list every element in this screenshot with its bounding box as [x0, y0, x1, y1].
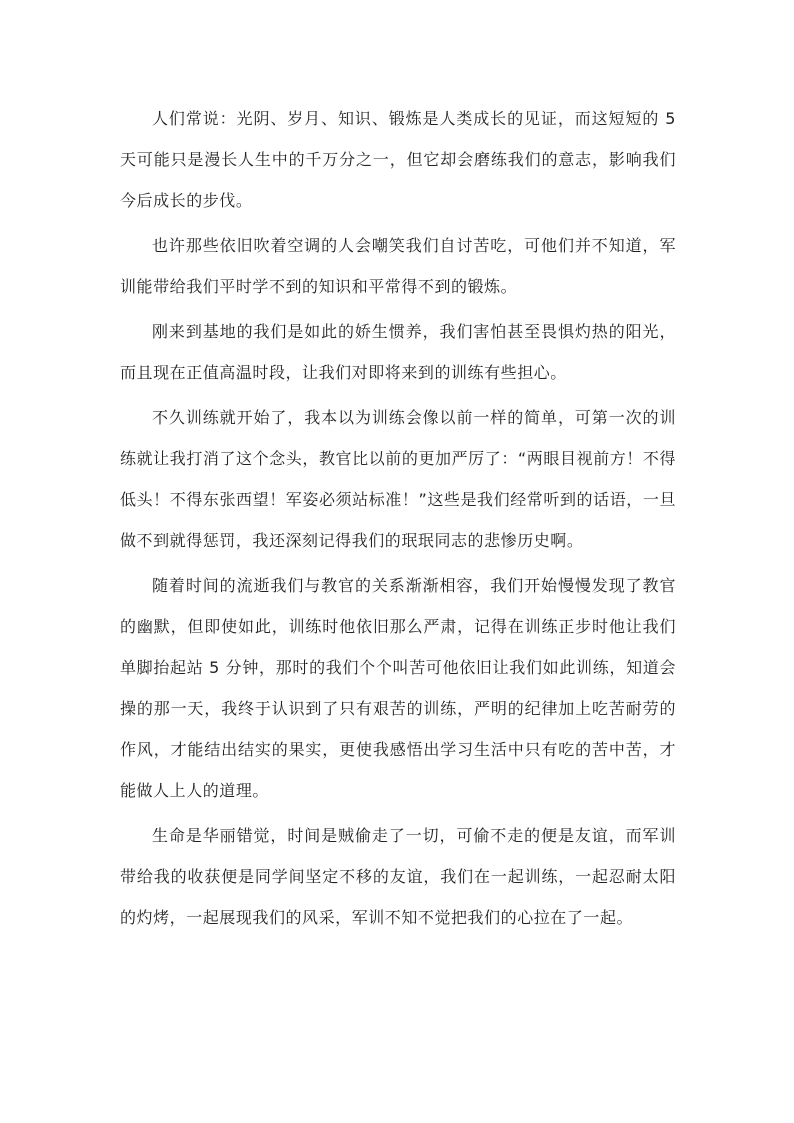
paragraph-1: 人们常说：光阴、岁月、知识、锻炼是人类成长的见证，而这短短的 5 天可能只是漫长人生中的千万分之一，但它却会磨练我们的意志，影响我们今后成长的步伐。	[120, 109, 676, 210]
paragraph-4: 不久训练就开始了，我本以为训练会像以前一样的简单，可第一次的训练就让我打消了这个念头，教官比以前的更加严厉了：“两眼目视前方！不得低头！不得东张西望！军姿必须站标准！”这些是我们经常听到的话语，一旦做不到就得惩罚，我还深刻记得我们的珉珉同志的悲惨历史啊。	[120, 408, 676, 550]
paragraph-5: 随着时间的流逝我们与教官的关系渐渐相容，我们开始慢慢发现了教官的幽默，但即使如此，训练时他依旧那么严肃，记得在训练正步时他让我们单脚抬起站 5 分钟，那时的我们个个叫苦可他依旧让我们如此训练，知道会操的那一天，我终于认识到了只有艰苦的训练，严明的纪律加上吃苦耐劳的作风，才能结出结实的果实，更使我感悟出学习生活中只有吃的苦中苦，才能做人上人的道理。	[120, 576, 676, 800]
paragraph-6: 生命是华丽错觉，时间是贼偷走了一切，可偷不走的便是友谊，而军训带给我的收获便是同学间坚定不移的友谊，我们在一起训练，一起忍耐太阳的灼烤，一起展现我们的风采，军训不知不觉把我们的心拉在了一起。	[120, 826, 676, 927]
document-body	[120, 98, 676, 942]
paragraph-2: 也许那些依旧吹着空调的人会嘲笑我们自讨苦吃，可他们并不知道，军训能带给我们平时学不到的知识和平常得不到的锻炼。	[120, 236, 676, 296]
paragraph-3: 刚来到基地的我们是如此的娇生惯养，我们害怕甚至畏惧灼热的阳光，而且现在正值高温时段，让我们对即将来到的训练有些担心。	[120, 322, 676, 382]
